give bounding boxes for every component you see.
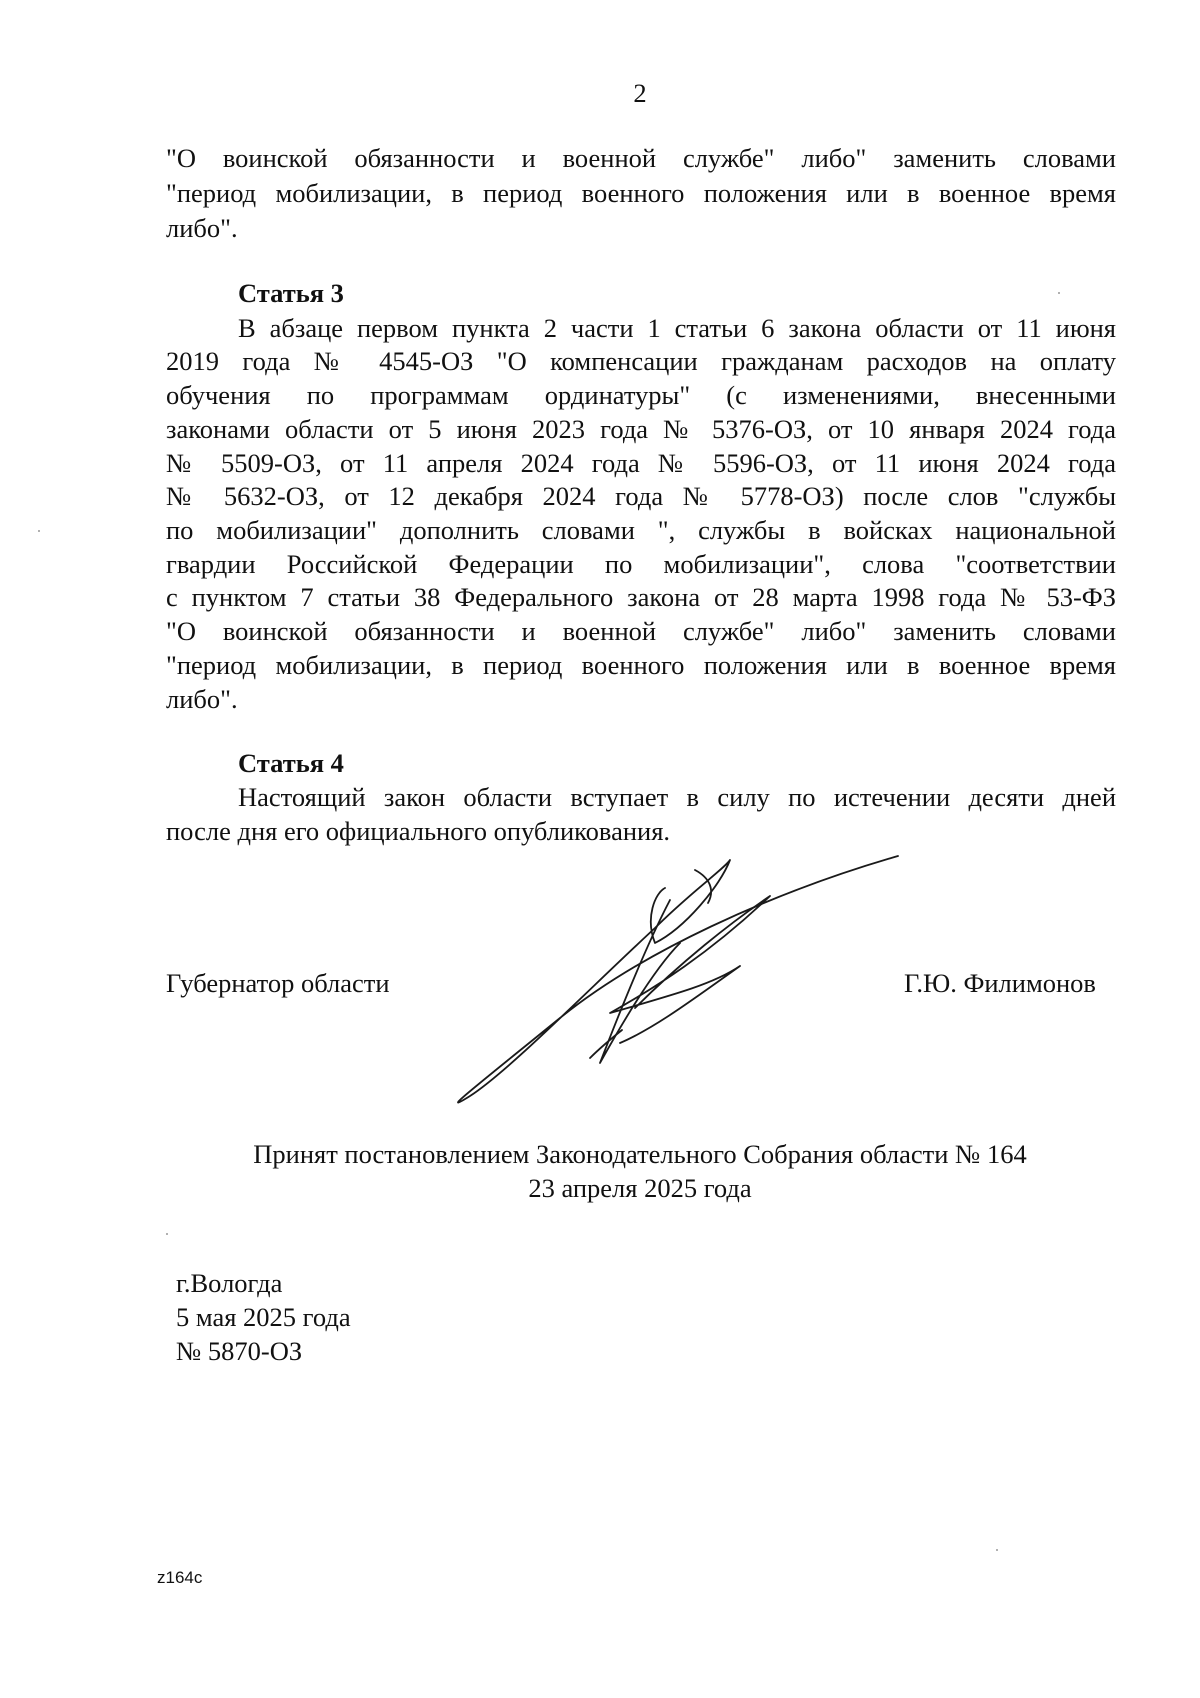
article-3-line: по мобилизации" дополнить словами ", службы в войсках национальной: [166, 515, 1116, 545]
adoption-line-1: Принят постановлением Законодательного Собрания области № 164: [253, 1139, 1027, 1169]
article-3-line: законами области от 5 июня 2023 года № 5376-ОЗ, от 10 января 2024 года: [166, 414, 1116, 444]
continuation-line: "О воинской обязанности и военной службе" либо" заменить словами: [166, 143, 1116, 173]
article-3-line: гвардии Российской Федерации по мобилизации", слова "соответствии: [166, 549, 1116, 579]
article-3-heading: Статья 3: [238, 278, 344, 308]
article-4-heading: Статья 4: [238, 748, 344, 778]
signing-date: 5 мая 2025 года: [176, 1302, 351, 1332]
article-3-line: "период мобилизации, в период военного положения или в военное время: [166, 650, 1116, 680]
document-code: z164c: [157, 1568, 203, 1587]
scan-speck: [166, 1233, 168, 1235]
article-3-line: В абзаце первом пункта 2 части 1 статьи 6 закона области от 11 июня: [238, 313, 1116, 343]
article-4-line: после дня его официального опубликования.: [166, 816, 671, 846]
handwritten-signature: [440, 848, 900, 1108]
article-3-line: № 5509-ОЗ, от 11 апреля 2024 года № 5596-ОЗ, от 11 июня 2024 года: [166, 448, 1116, 478]
article-3-line: с пунктом 7 статьи 38 Федерального закона от 28 марта 1998 года № 53-ФЗ: [166, 582, 1116, 612]
adoption-line-2: 23 апреля 2025 года: [528, 1173, 752, 1203]
continuation-line: либо".: [166, 213, 238, 243]
law-number: № 5870-ОЗ: [176, 1336, 303, 1366]
article-3-line: 2019 года № 4545-ОЗ "О компенсации гражданам расходов на оплату: [166, 346, 1116, 376]
page-number: 2: [633, 78, 647, 108]
scan-speck: [38, 530, 40, 532]
continuation-line: "период мобилизации, в период военного положения или в военное время: [166, 178, 1116, 208]
article-3-line: обучения по программам ординатуры" (с изменениями, внесенными: [166, 380, 1116, 410]
scan-speck: [1058, 292, 1060, 294]
scan-speck: [996, 1549, 998, 1551]
article-3-line: "О воинской обязанности и военной службе" либо" заменить словами: [166, 616, 1116, 646]
article-3-line: либо".: [166, 684, 238, 714]
signer-position: Губернатор области: [166, 968, 390, 998]
article-3-line: № 5632-ОЗ, от 12 декабря 2024 года № 5778-ОЗ) после слов "службы: [166, 481, 1116, 511]
signer-name: Г.Ю. Филимонов: [904, 968, 1096, 998]
article-4-line: Настоящий закон области вступает в силу по истечении десяти дней: [238, 782, 1116, 812]
city: г.Вологда: [176, 1268, 283, 1298]
